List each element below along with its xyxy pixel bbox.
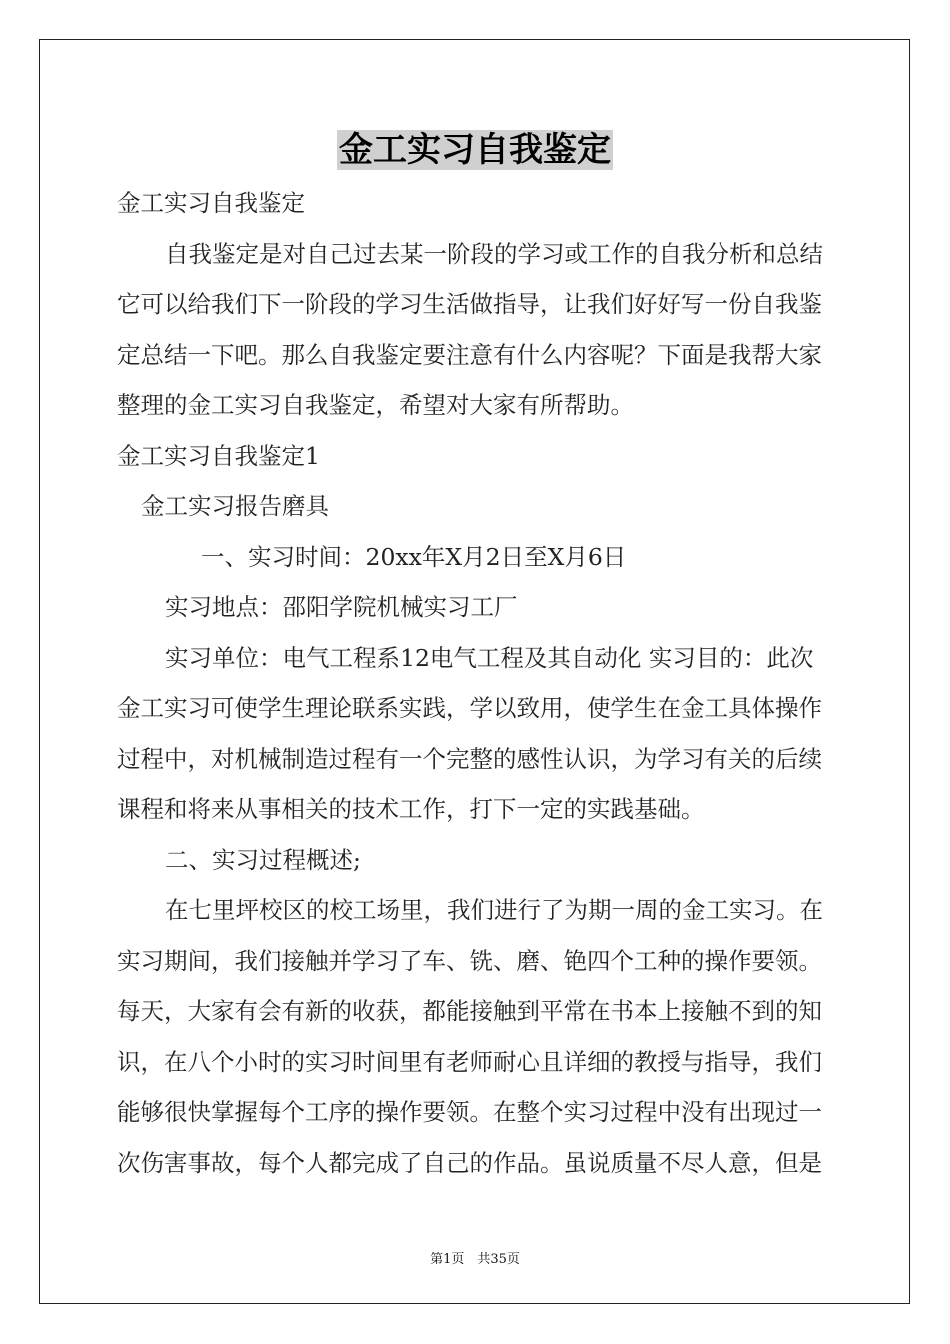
paragraph-line: 识，在八个小时的实习时间里有老师耐心且详细的教授与指导，我们 [117, 1047, 822, 1076]
document-title [0, 128, 950, 172]
document-body [117, 178, 837, 1188]
paragraph-line: 整理的金工实习自我鉴定，希望对大家有所帮助。 [117, 391, 634, 419]
paragraph-line: 次伤害事故，每个人都完成了自己的作品。虽说质量不尽人意，但是 [117, 1148, 822, 1177]
section-subheading: 金工实习报告磨具 [141, 492, 329, 520]
paragraph-line: 它可以给我们下一阶段的学习生活做指导，让我们好好写一份自我鉴 [117, 290, 822, 318]
paragraph-line: 过程中，对机械制造过程有一个完整的感性认识，为学习有关的后续 [117, 744, 822, 773]
paragraph-line: 每天，大家有会有新的收获，都能接触到平常在书本上接触不到的知 [117, 997, 822, 1025]
paragraph-line: 能够很快掌握每个工序的操作要领。在整个实习过程中没有出现过一 [117, 1098, 822, 1126]
paragraph-line: 实习地点：邵阳学院机械实习工厂 [165, 593, 518, 621]
paragraph-line: 一、实习时间：20xx年X月2日至X月6日 [201, 542, 627, 571]
paragraph-line: 定总结一下吧。那么自我鉴定要注意有什么内容呢？下面是我帮大家 [117, 340, 822, 369]
page-number-label: 第1页 共35页 [430, 1252, 520, 1267]
page-footer [0, 1248, 950, 1267]
paragraph-line: 二、实习过程概述; [165, 845, 361, 874]
subtitle: 金工实习自我鉴定 [117, 189, 305, 217]
paragraph-line: 自我鉴定是对自己过去某一阶段的学习或工作的自我分析和总结 [165, 239, 823, 268]
paragraph-line: 实习单位：电气工程系12电气工程及其自动化 实习目的：此次 [165, 643, 814, 672]
paragraph-line: 课程和将来从事相关的技术工作，打下一定的实践基础。 [117, 795, 705, 823]
section-heading: 金工实习自我鉴定1 [117, 441, 320, 470]
paragraph-line: 金工实习可使学生理论联系实践，学以致用，使学生在金工具体操作 [117, 694, 822, 722]
paragraph-line: 实习期间，我们接触并学习了车、铣、磨、铯四个工种的操作要领。 [117, 946, 822, 975]
document-title-text: 金工实习自我鉴定 [339, 130, 611, 170]
paragraph-line: 在七里坪校区的校工场里，我们进行了为期一周的金工实习。在 [165, 896, 823, 924]
